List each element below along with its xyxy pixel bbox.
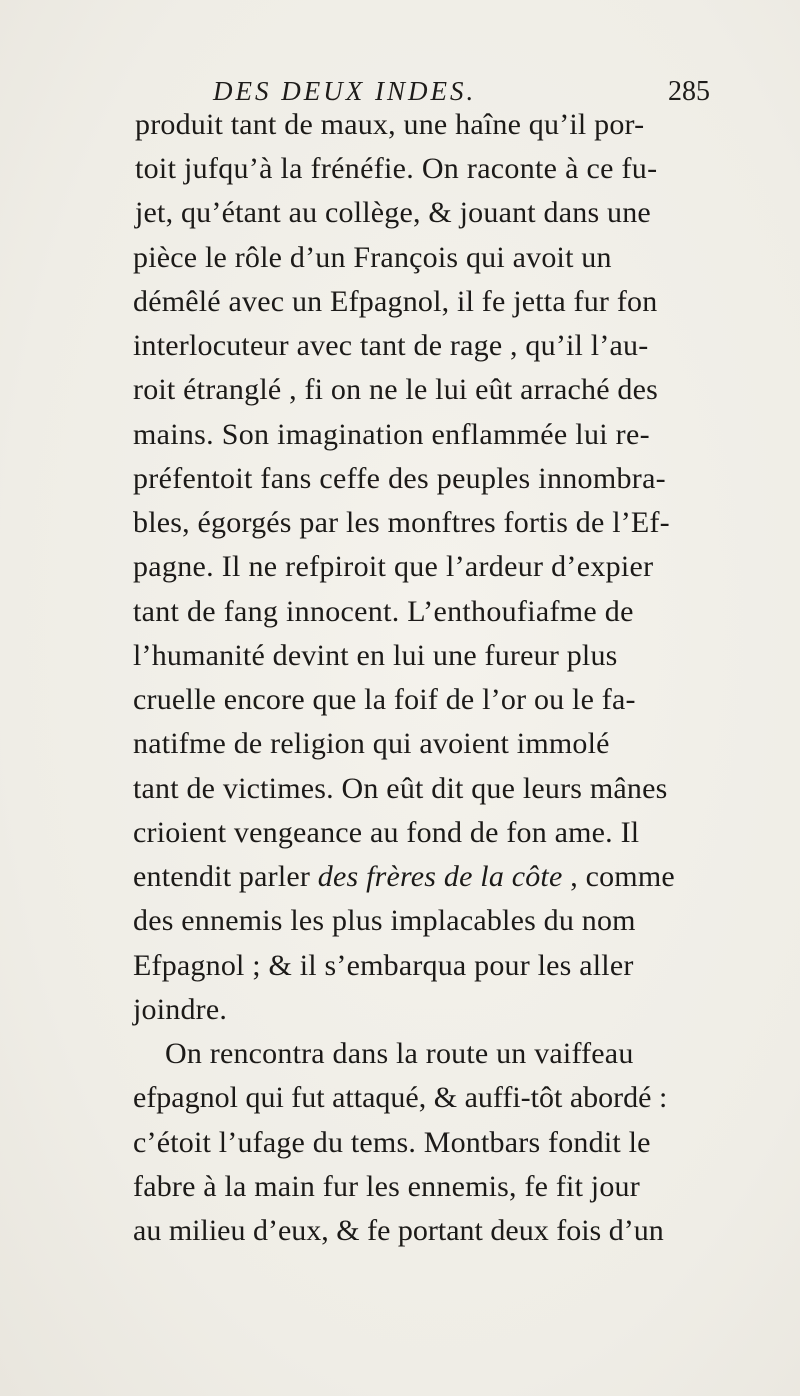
page-number: 285 bbox=[668, 76, 710, 107]
text-line: tant de fang innocent. L’enthoufiafme de bbox=[133, 595, 634, 628]
text-line: toit jufqu’à la frénéfie. On raconte à ce fu- bbox=[135, 152, 658, 185]
text-line: pièce le rôle d’un François qui avoit un bbox=[133, 241, 612, 274]
text-line: joindre. bbox=[133, 993, 228, 1026]
text-line: fabre à la main fur les ennemis, fe fit jour bbox=[133, 1170, 640, 1203]
text-line: produit tant de maux, une haîne qu’il por- bbox=[135, 108, 645, 141]
text-line: mains. Son imagination enflammée lui re- bbox=[133, 418, 650, 451]
text-line: l’humanité devint en lui une fureur plus bbox=[133, 639, 618, 672]
text-line: pagne. Il ne refpiroit que l’ardeur d’expier bbox=[133, 550, 654, 583]
text-line: roit étranglé , fi on ne le lui eût arraché des bbox=[133, 373, 659, 406]
text-line bbox=[133, 854, 675, 900]
running-title: DES DEUX INDES. bbox=[213, 76, 477, 106]
text-line: interlocuteur avec tant de rage , qu’il l’au- bbox=[133, 329, 649, 362]
italic-phrase: des frères de la côte bbox=[317, 860, 563, 893]
text-line: au milieu d’eux, & fe portant deux fois d’un bbox=[133, 1214, 664, 1247]
text-line: efpagnol qui fut attaqué, & auffi-tôt abordé : bbox=[133, 1081, 668, 1114]
text-line: Efpagnol ; & il s’embarqua pour les aller bbox=[133, 949, 634, 982]
text-line: démêlé avec un Efpagnol, il fe jetta fur fon bbox=[133, 285, 658, 318]
text-line: natifme de religion qui avoient immolé bbox=[133, 727, 610, 760]
text-line: jet, qu’étant au collège, & jouant dans une bbox=[135, 196, 651, 229]
text-line: bles, égorgés par les monftres fortis de l’Ef- bbox=[133, 506, 670, 539]
paragraph-first-line: On rencontra dans la route un vaiffeau bbox=[165, 1037, 634, 1070]
text-segment: entendit parler bbox=[133, 860, 311, 893]
text-segment: , comme bbox=[570, 860, 675, 893]
text-line: préfentoit fans ceffe des peuples innombra- bbox=[133, 462, 666, 495]
text-line: tant de victimes. On eût dit que leurs mânes bbox=[133, 772, 668, 805]
text-line: des ennemis les plus implacables du nom bbox=[133, 904, 636, 937]
text-line: crioient vengeance au fond de fon ame. Il bbox=[133, 816, 640, 849]
text-line: cruelle encore que la foif de l’or ou le fa- bbox=[133, 683, 636, 716]
text-line: c’étoit l’ufage du tems. Montbars fondit le bbox=[133, 1126, 651, 1159]
